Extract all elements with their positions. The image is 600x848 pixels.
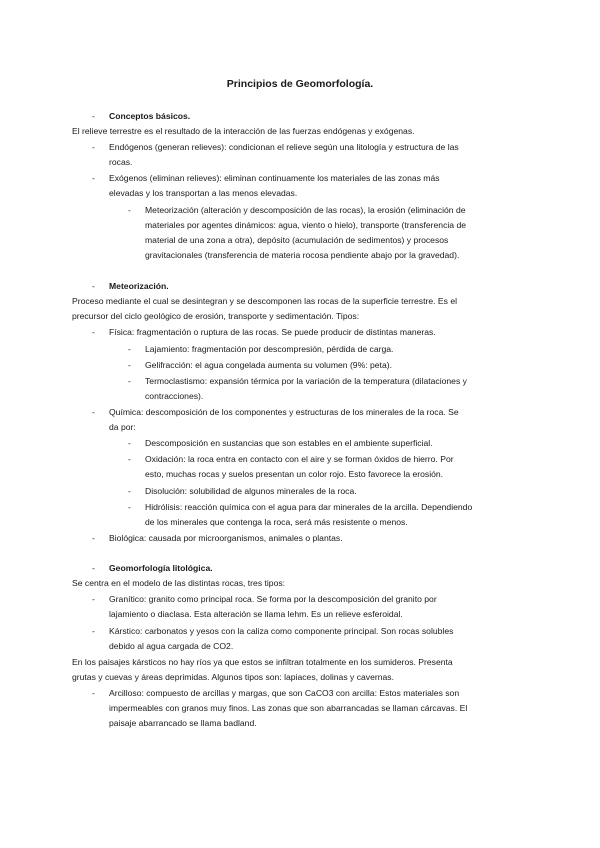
list-item-line: Física: fragmentación o ruptura de las rocas. Se puede producir de distintas maneras. [109,327,436,337]
sublist-item-line: Gelifracción: el agua congelada aumenta su volumen (9%: peta). [145,360,392,370]
list-item-line: Biológica: causada por microorganismos, animales o plantas. [109,533,343,543]
sublist-item-line: de los minerales que contenga la roca, será más resistente o menos. [145,517,408,527]
bullet-dash: - [92,327,95,337]
sublist-item-line: Lajamiento: fragmentación por descompresión, pérdida de carga. [145,344,394,354]
list-item-line: da por: [109,422,136,432]
paragraph-line: precursor del ciclo geológico de erosión, transporte y sedimentación. Tipos: [72,311,360,321]
bullet-dash: - [92,688,95,698]
paragraph-line: Proceso mediante el cual se desintegran y se descomponen las rocas de la superficie terrestre. Es el [72,296,458,306]
bullet-dash: - [92,594,95,604]
bullet-dash: - [128,486,131,496]
sublist-item-line: Descomposición en sustancias que son estables en el ambiente superficial. [145,438,433,448]
paragraph-line: En los paisajes kársticos no hay ríos ya que estos se infiltran totalmente en los sumideros. Presenta [72,657,453,667]
list-item-line: debido al agua cargada de CO2. [109,641,234,651]
paragraph-line: Se centra en el modelo de las distintas rocas, tres tipos: [72,578,286,588]
bullet-dash: - [92,142,95,152]
list-item-line: Exógenos (eliminan relieves): eliminan continuamente los materiales de las zonas más [109,173,440,183]
list-item-line: Granítico: granito como principal roca. Se forma por la descomposición del granito por [109,594,437,604]
bullet-dash: - [128,360,131,370]
list-item-line: lajamiento o diaclasa. Esta alteración se llama lehm. Es un relieve esferoidal. [109,609,403,619]
document-title: Principios de Geomorfología. [226,78,374,90]
list-item-line: rocas. [109,157,133,167]
paragraph-line: grutas y cuevas y áreas deprimidas. Algunos tipos son: lapiaces, dolinas y cavernas. [72,672,394,682]
list-item-line: Arcilloso: compuesto de arcillas y margas, que son CaCO3 con arcilla: Estos materiales son [109,688,460,698]
list-item-line: impermeables con granos muy finos. Las zonas que son abarrancadas se llaman cárcavas. El [109,703,468,713]
bullet-dash: - [92,563,95,573]
paragraph-line: El relieve terrestre es el resultado de la interacción de las fuerzas endógenas y exógenas. [72,126,415,136]
bullet-dash: - [128,376,131,386]
list-item-line: Endógenos (generan relieves): condicionan el relieve según una litología y estructura de las [109,142,459,152]
bullet-dash: - [128,454,131,464]
bullet-dash: - [92,407,95,417]
list-item-line: Química: descomposición de los componentes y estructuras de los minerales de la roca. Se [109,407,459,417]
list-item-line: Kárstico: carbonatos y yesos con la caliza como componente principal. Son rocas solubles [109,626,454,636]
sublist-item-line: Hidrólisis: reacción química con el agua para dar minerales de la arcilla. Dependiendo [145,502,473,512]
bullet-dash: - [92,173,95,183]
bullet-dash: - [92,281,95,291]
sublist-item-line: materiales por agentes dinámicos: agua, viento o hielo), transporte (transferencia de [145,220,467,230]
list-item-line: elevadas y los transportan a las menos elevadas. [109,188,298,198]
sublist-item-line: esto, muchas rocas y suelos presentan un color rojo. Esto favorece la erosión. [145,469,444,479]
bullet-dash: - [92,533,95,543]
sublist-item-line: Disolución: solubilidad de algunos minerales de la roca. [145,486,357,496]
sublist-item-line: material de una zona a otra), depósito (acumulación de sedimentos) y procesos [145,235,449,245]
bullet-dash: - [128,344,131,354]
bullet-dash: - [92,111,95,121]
sublist-item-line: gravitacionales (transferencia de materia rocosa pendiente abajo por la gravedad). [145,250,460,260]
sublist-item-line: Termoclastismo: expansión térmica por la variación de la temperatura (dilataciones y [145,376,467,386]
sublist-item-line: Oxidación: la roca entra en contacto con el aire y se forman óxidos de hierro. Por [145,454,454,464]
section-heading-meteorizacion: Meteorización. [109,281,169,291]
bullet-dash: - [128,502,131,512]
bullet-dash: - [128,205,131,215]
bullet-dash: - [128,438,131,448]
section-heading-conceptos: Conceptos básicos. [109,111,191,121]
section-heading-litologica: Geomorfología litológica. [109,563,213,573]
bullet-dash: - [92,626,95,636]
sublist-item-line: contracciones). [145,391,204,401]
sublist-item-line: Meteorización (alteración y descomposición de las rocas), la erosión (eliminación de [145,205,466,215]
list-item-line: paisaje abarrancado se llama badland. [109,718,257,728]
